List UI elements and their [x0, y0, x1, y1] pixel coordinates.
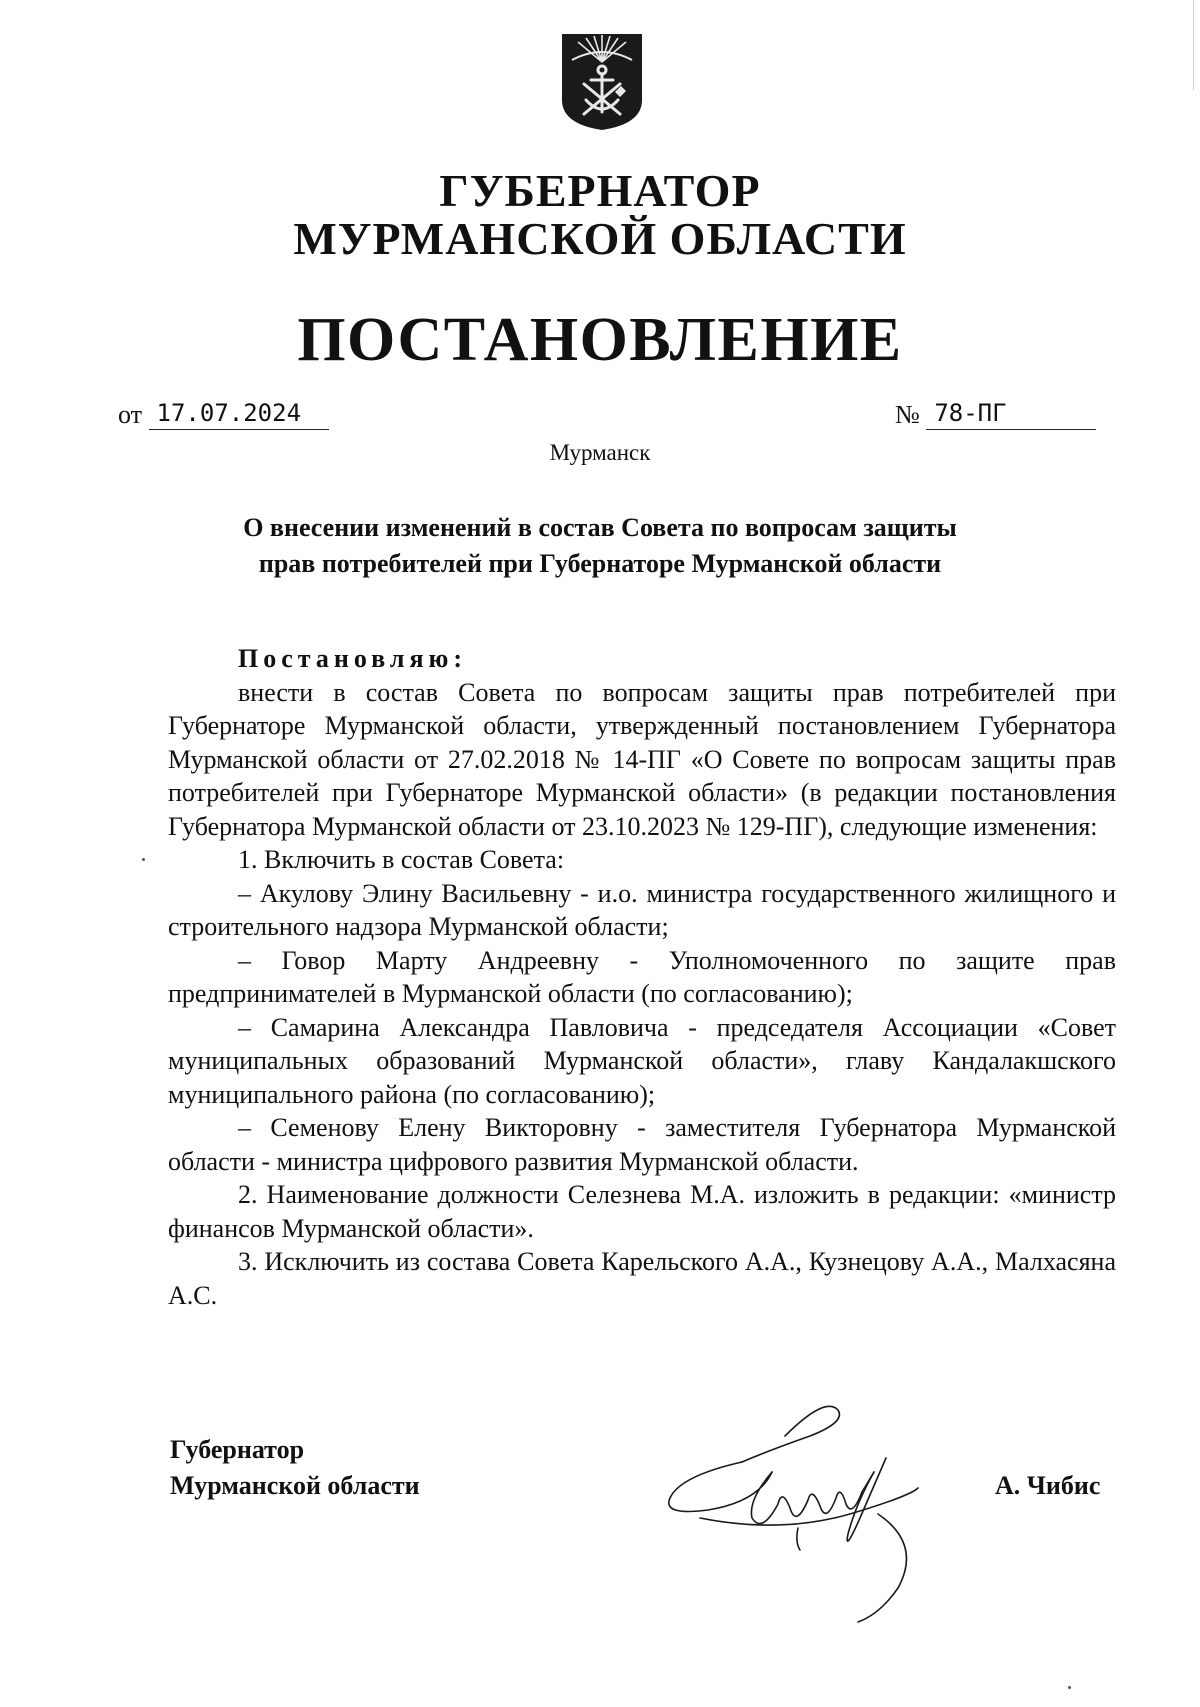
member-3: – Самарина Александра Павловича - председателя Ассоциации «Совет муниципальных образований Мурманской области», главу Кандалакшского муниципального района (по согласованию);: [168, 1012, 1116, 1109]
handwritten-signature: [660, 1388, 970, 1628]
issuer-title-line2: МУРМАНСКОЙ ОБЛАСТИ: [293, 213, 907, 264]
subject-line2: прав потребителей при Губернаторе Мурманской области: [258, 549, 942, 578]
intro-paragraph: внести в состав Совета по вопросам защиты прав потребителей при Губернаторе Мурманской области, утвержденный постановлением Губернатора Мурманской области от 27.02.2018 № 14-ПГ «О Совете по вопросам защиты прав потребителей при Губернаторе Мурманской области» (в редакции постановления Губернатора Мурманской области от 23.10.2023 № 129-ПГ), следующие изменения:: [168, 677, 1116, 841]
date-value: 17.07.2024: [149, 398, 329, 430]
document-type-title: ПОСТАНОВЛЕНИЕ: [297, 306, 903, 374]
document-body: [168, 642, 1116, 1312]
city-label: Мурманск: [549, 440, 651, 465]
subject-line1: О внесении изменений в состав Совета по вопросам защиты: [243, 513, 957, 542]
scan-edge-mark: [1193, 0, 1194, 90]
issuer-title-line1: ГУБЕРНАТОР: [439, 165, 761, 216]
member-1: – Акулову Элину Васильевну - и.о. министра государственного жилищного и строительного надзора Мурманской области;: [168, 878, 1116, 941]
item-3: 3. Исключить из состава Совета Карельского А.А., Кузнецову А.А., Малхасяна А.С.: [168, 1247, 1116, 1310]
decree-word: Постановляю:: [238, 644, 468, 673]
murmansk-coat-of-arms-icon: [558, 30, 646, 132]
item-2: 2. Наименование должности Селезнева М.А. изложить в редакции: «министр финансов Мурманской области».: [168, 1180, 1116, 1243]
number-value: 78-ПГ: [926, 398, 1096, 430]
position-line2: Мурманской области: [170, 1471, 420, 1500]
signatory-position: [170, 1432, 420, 1504]
document-subject: [0, 510, 1200, 582]
member-4: – Семенову Елену Викторовну - заместителя Губернатора Мурманской области - министра цифрового развития Мурманской области.: [168, 1113, 1116, 1176]
scan-speck: [142, 858, 145, 861]
scan-speck: [1068, 1686, 1071, 1689]
number-prefix: №: [895, 400, 920, 429]
member-2: – Говор Марту Андреевну - Уполномоченного по защите прав предпринимателей в Мурманской области (по согласованию);: [168, 945, 1116, 1008]
item-1-heading: 1. Включить в состав Совета:: [238, 845, 565, 874]
date-field: [118, 398, 329, 430]
position-line1: Губернатор: [170, 1435, 305, 1464]
signatory-name: А. Чибис: [995, 1471, 1101, 1500]
date-prefix: от: [118, 400, 143, 429]
number-field: [895, 398, 1096, 430]
